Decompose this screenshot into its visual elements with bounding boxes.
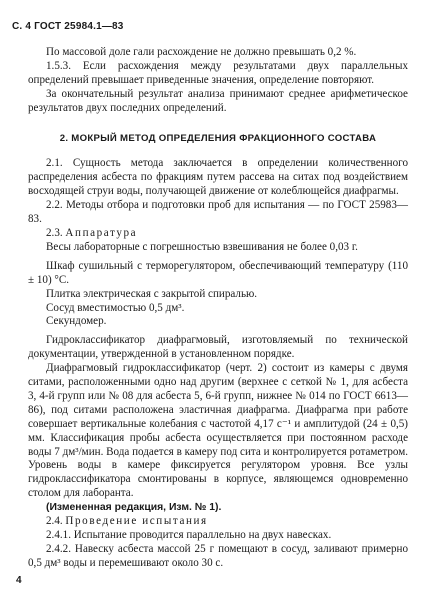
paragraph-hydroclassifier: Гидроклассификатор диафрагмовый, изготовляемый по технической документации, утвержденной в установленном порядке. (28, 334, 408, 361)
paragraph-2-3-number: 2.3. (46, 226, 63, 239)
paragraph-2-4 (28, 515, 408, 529)
paragraph-2-3 (28, 227, 408, 241)
section-heading-2: 2. МОКРЫЙ МЕТОД ОПРЕДЕЛЕНИЯ ФРАКЦИОННОГО СОСТАВА (59, 132, 377, 144)
paragraph-2-4-1: 2.4.1. Испытание проводится параллельно на двух навесках. (46, 529, 332, 541)
paragraph-scales: Весы лабораторные с погрешностью взвешивания не более 0,03 г. (46, 240, 358, 253)
paragraph-stopwatch: Секундомер. (46, 315, 107, 328)
running-header: С. 4 ГОСТ 25984.1—83 (12, 21, 124, 32)
subsection-title-procedure: Проведение испытания (65, 515, 208, 528)
paragraph-drying-oven: Шкаф сушильный с терморегулятором, обеспечивающий температуру (110 ± 10) °С. (28, 259, 408, 286)
paragraph-amendment-note: (Измененная редакция, Изм. № 1). (46, 502, 222, 514)
paragraph-hotplate: Плитка электрическая с закрытой спиралью. (46, 287, 258, 300)
paragraph-2-2: 2.2. Методы отбора и подготовки проб для испытания — по ГОСТ 25983—83. (28, 199, 408, 226)
paragraph-2-4-number: 2.4. (46, 515, 63, 528)
page-number: 4 (16, 575, 22, 586)
paragraph-2-1: 2.1. Сущность метода заключается в определении количественного распределения асбеста по фракциям путем рассева на ситах под воздействием восходящей струи воды, получающей движение от колеблющейся диафрагмы. (28, 157, 408, 198)
paragraph-1-5-3: 1.5.3. Если расхождения между результатами двух параллельных определений превышает приведенные значения, определение повторяют. (28, 59, 408, 86)
subsection-title-apparatus: Аппаратура (65, 226, 138, 239)
paragraph-final-result: За окончательный результат анализа принимают среднее арифметическое результатов двух последних определений. (28, 87, 408, 114)
paragraph-2-4-2: 2.4.2. Навеску асбеста массой 25 г помещают в сосуд, заливают примерно 0,5 дм³ воды и перемешивают около 30 с. (28, 542, 408, 569)
paragraph-vessel: Сосуд вместимостью 0,5 дм³. (46, 301, 185, 314)
document-body (28, 46, 408, 571)
paragraph-tolerance: По массовой доле гали расхождение не должно превышать 0,2 %. (46, 46, 357, 58)
paragraph-hydroclassifier-description: Диафрагмовый гидроклассификатор (черт. 2) состоит из камеры с двумя ситами, расположенными одно над другим (верхнее с сеткой № 1, для асбеста 3, 4-й групп или № 08 для асбеста 5, 6-й групп, нижнее № 014 по ГОСТ 6613—86), под ситами расположена эластичная диафрагма. Диафрагма при работе совершает вертикальные колебания с частотой 4,17 с⁻¹ и амплитудой (24 ± 0,5) мм. Классификация пробы асбеста осуществляется при постоянном расходе воды 7 дм³/мин. Вода подается в камеру под сита и контролируется ротаметром. Уровень воды в камере фиксируется регулятором уровня. Все узлы гидроклассификатора смонтированы в корпусе, являющемся одновременно столом для лаборанта. (28, 362, 408, 500)
